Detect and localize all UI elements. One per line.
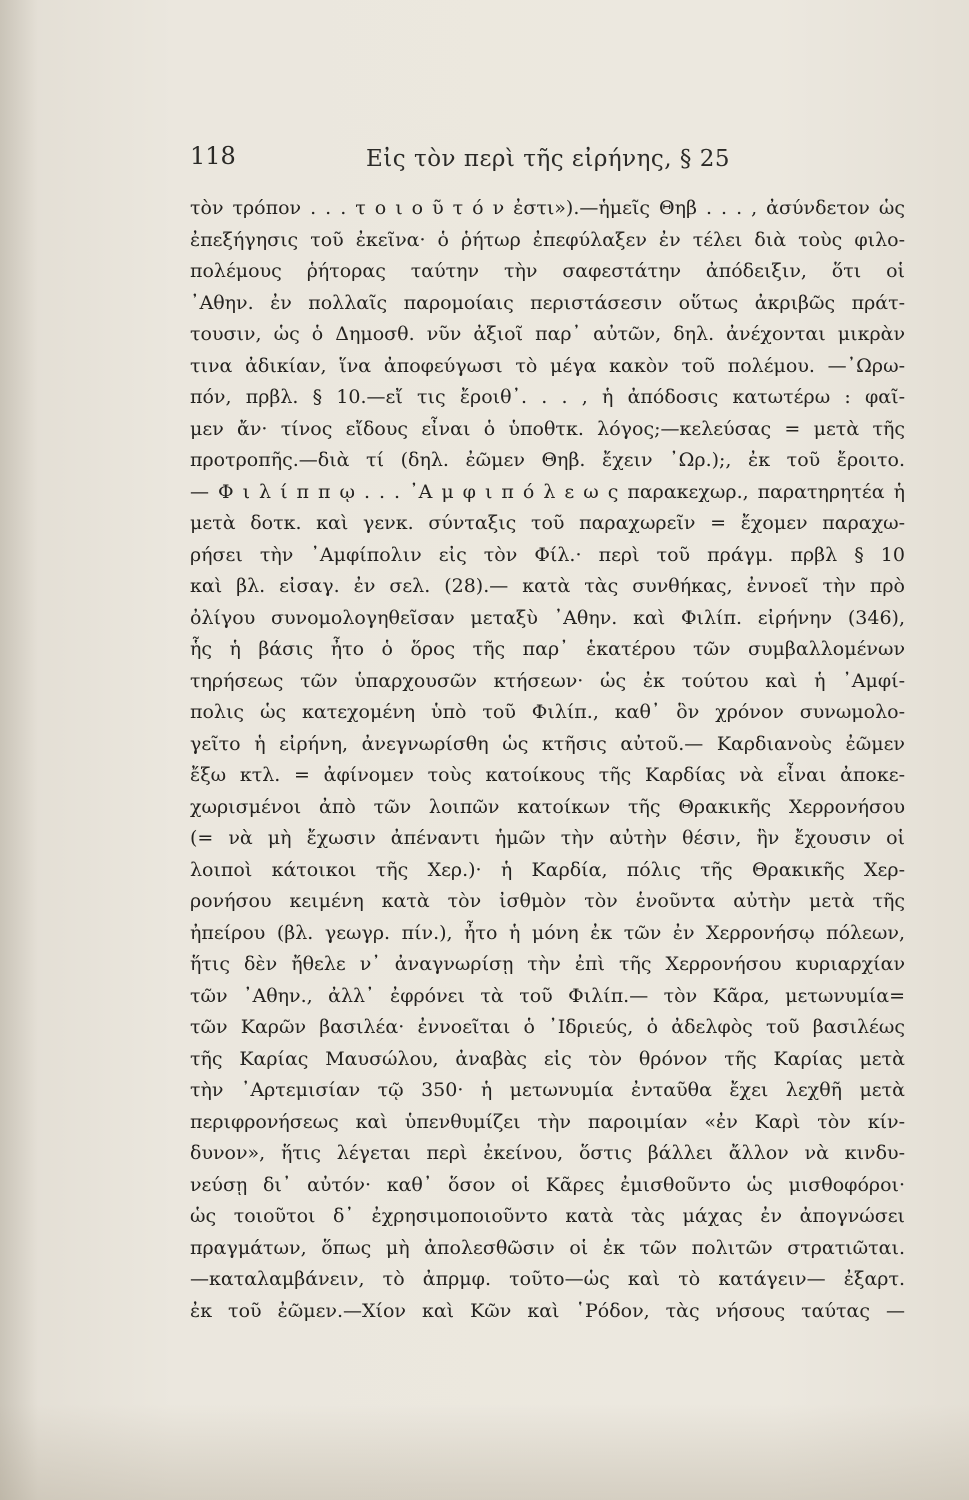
text-line: τὴν ᾿Αρτεμισίαν τῷ 350· ἡ μετωνυμία ἐνταῦθα ἔχει λεχθῆ μετὰ — [190, 1079, 905, 1101]
text-line: ᾿Αθην. ἐν πολλαῖς παρομοίαις περιστάσεσιν οὕτως ἀκριβῶς πράτ- — [190, 291, 905, 314]
text-line: ὀλίγου συνομολογηθεῖσαν μεταξὺ ᾿Αθην. καὶ Φιλίπ. εἰρήνην (346), — [190, 606, 905, 629]
text-line: τουσιν, ὡς ὁ Δημοσθ. νῦν ἀξιοῖ παρ᾿ αὐτῶν, δηλ. ἀνέχονται μικρὰν — [190, 323, 905, 345]
text-line: ἐκ τοῦ ἐῶμεν.—Χίον καὶ Κῶν καὶ ῾Ρόδον, τὰς νήσους ταύτας — — [190, 1299, 905, 1322]
text-line: ἐπεξήγησις τοῦ ἐκεῖνα· ὁ ῥήτωρ ἐπεφύλαξεν ἐν τέλει διὰ τοὺς φιλο- — [190, 228, 905, 251]
text-line: ἠπείρου (βλ. γεωγρ. πίν.), ἦτο ἡ μόνη ἐκ τῶν ἐν Χερρονήσῳ πόλεων, — [190, 921, 905, 944]
text-line: (= νὰ μὴ ἔχωσιν ἀπέναντι ἡμῶν τὴν αὐτὴν θέσιν, ἣν ἔχουσιν οἱ — [190, 827, 905, 849]
text-line: τὸν τρόπον . . . τ ο ι ο ῦ τ ό ν ἐστι»).—ἡμεῖς Θηβ . . . , ἀσύνδετον ὡς — [190, 197, 905, 219]
text-line: περιφρονήσεως καὶ ὑπενθυμίζει τὴν παροιμίαν «ἐν Καρὶ τὸν κίν- — [190, 1110, 905, 1133]
text-line: τῶν Καρῶν βασιλέα· ἐννοεῖται ὁ ᾿Ιδριεύς, ὁ ἀδελφὸς τοῦ βασιλέως — [190, 1016, 905, 1038]
text-line: τηρήσεως τῶν ὑπαρχουσῶν κτήσεων· ὡς ἐκ τούτου καὶ ἡ ᾿Αμφί- — [190, 669, 905, 692]
text-line: ὡς τοιοῦτοι δ᾿ ἐχρησιμοποιοῦντο κατὰ τὰς μάχας ἐν ἀπογνώσει — [190, 1205, 905, 1227]
text-line: — Φ ι λ ί π π ῳ . . . ᾿Α μ φ ι π ό λ ε ω ς παρακεχωρ., παρατηρητέα ἡ — [190, 480, 905, 503]
page-header — [190, 142, 750, 182]
text-line: μετὰ δοτκ. καὶ γενκ. σύνταξις τοῦ παραχωρεῖν = ἔχομεν παραχω- — [190, 512, 905, 534]
commentary-text — [190, 193, 905, 1327]
text-line: ἥτις δὲν ἤθελε ν᾿ ἀναγνωρίσῃ τὴν ἐπὶ τῆς Χερρονήσου κυριαρχίαν — [190, 953, 905, 975]
text-line: γεῖτο ἡ εἰρήνη, ἀνεγνωρίσθη ὡς κτῆσις αὐτοῦ.— Καρδιανοὺς ἐῶμεν — [190, 732, 905, 755]
spine-shadow — [0, 0, 38, 1500]
text-line: χωρισμένοι ἀπὸ τῶν λοιπῶν κατοίκων τῆς Θρακικῆς Χερρονήσου — [190, 795, 905, 818]
page-bottom-shade — [0, 1404, 969, 1500]
text-line: τινα ἀδικίαν, ἵνα ἀποφεύγωσι τὸ μέγα κακὸν τοῦ πολέμου. —᾿Ωρω- — [190, 354, 905, 377]
text-line: δυνον», ἥτις λέγεται περὶ ἐκείνου, ὅστις βάλλει ἄλλον νὰ κινδυ- — [190, 1142, 905, 1164]
text-line: προτροπῆς.—διὰ τί (δηλ. ἐῶμεν Θηβ. ἔχειν ᾿Ωρ.);, ἐκ τοῦ ἔροιτο. — [190, 449, 905, 471]
text-line: νεύσῃ δι᾿ αὐτόν· καθ᾿ ὅσον οἱ Κᾶρες ἐμισθοῦντο ὡς μισθοφόροι· — [190, 1173, 905, 1196]
page-number: 118 — [190, 142, 236, 170]
text-line: ρήσει τὴν ᾿Αμφίπολιν εἰς τὸν Φίλ.· περὶ τοῦ πράγμ. πρβλ § 10 — [190, 543, 905, 566]
text-line: —καταλαμβάνειν, τὸ ἀπρμφ. τοῦτο—ὡς καὶ τὸ κατάγειν— ἐξαρτ. — [190, 1268, 905, 1290]
text-line: τῆς Καρίας Μαυσώλου, ἀναβὰς εἰς τὸν θρόνον τῆς Καρίας μετὰ — [190, 1047, 905, 1070]
text-line: καὶ βλ. εἰσαγ. ἐν σελ. (28).— κατὰ τὰς συνθήκας, ἐννοεῖ τὴν πρὸ — [190, 575, 905, 597]
text-line: μεν ἄν· τίνος εἴδους εἶναι ὁ ὑποθτκ. λόγος;—κελεύσας = μετὰ τῆς — [190, 417, 905, 440]
text-line: πολέμους ῥήτορας ταύτην τὴν σαφεστάτην ἀπόδειξιν, ὅτι οἱ — [190, 260, 905, 282]
text-line: ἧς ἡ βάσις ἦτο ὁ ὅρος τῆς παρ᾿ ἑκατέρου τῶν συμβαλλομένων — [190, 638, 905, 660]
text-line: λοιποὶ κάτοικοι τῆς Χερ.)· ἡ Καρδία, πόλις τῆς Θρακικῆς Χερ- — [190, 858, 905, 881]
running-title: Εἰς τὸν περὶ τῆς εἰρήνης, § 25 — [365, 146, 730, 172]
text-line: πολις ὡς κατεχομένη ὑπὸ τοῦ Φιλίπ., καθ᾿ ὃν χρόνον συνωμολο- — [190, 701, 905, 723]
text-line: πραγμάτων, ὅπως μὴ ἀπολεσθῶσιν οἱ ἐκ τῶν πολιτῶν στρατιῶται. — [190, 1236, 905, 1259]
text-line: ἔξω κτλ. = ἀφίνομεν τοὺς κατοίκους τῆς Καρδίας νὰ εἶναι ἀποκε- — [190, 764, 905, 786]
text-line: πόν, πρβλ. § 10.—εἴ τις ἔροιθ᾿. . . , ἡ ἀπόδοσις κατωτέρω : φαῖ- — [190, 386, 905, 408]
text-line: ρονήσου κειμένη κατὰ τὸν ἰσθμὸν τὸν ἑνοῦντα αὐτὴν μετὰ τῆς — [190, 890, 905, 912]
text-line: τῶν ᾿Αθην., ἀλλ᾿ ἐφρόνει τὰ τοῦ Φιλίπ.— τὸν Κᾶρα, μετωνυμία= — [190, 984, 905, 1007]
